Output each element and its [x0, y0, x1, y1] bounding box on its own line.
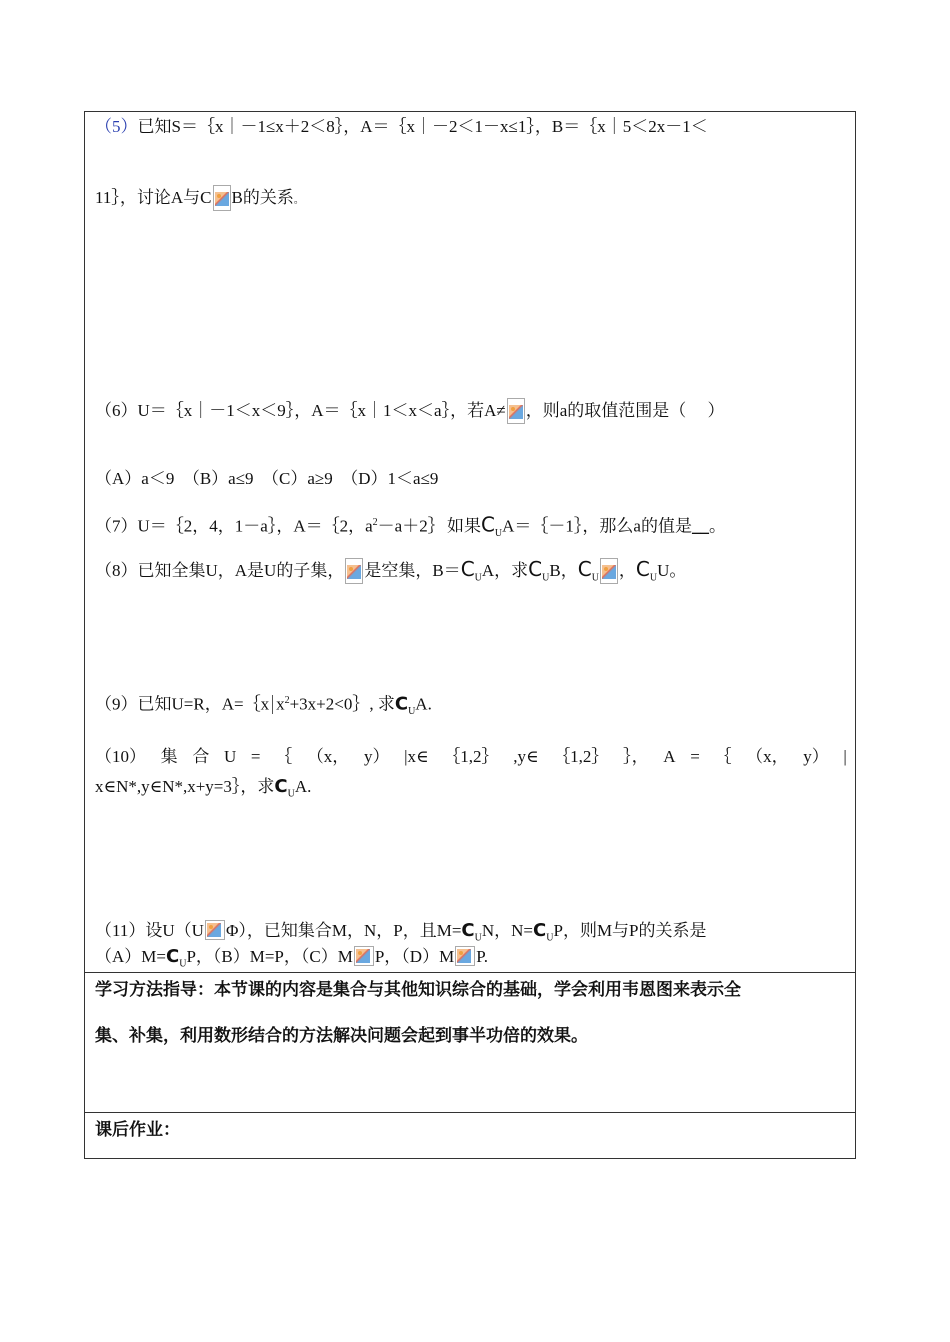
broken-image-icon	[205, 920, 225, 940]
q11-opt-a2: P，（B）M=P，（C）M	[186, 947, 353, 966]
q9-sub: U	[408, 706, 416, 718]
complement-symbol: C	[460, 557, 475, 581]
q11-line2	[95, 946, 847, 975]
q11-line1	[95, 920, 847, 949]
q10-part: |x∈	[404, 747, 429, 766]
q8-text-b: 是空集，B＝	[364, 561, 461, 580]
q8-sub: U	[474, 572, 482, 584]
q5-number: （5）	[95, 117, 138, 136]
q11-opt-d2: P.	[476, 947, 489, 966]
q11-sub: U	[546, 932, 554, 944]
q10-part: 集	[160, 747, 178, 766]
q10-part: ,y∈	[513, 747, 539, 766]
broken-image-icon	[354, 946, 374, 966]
q8-text-f: U。	[657, 561, 687, 580]
q6-options	[95, 468, 847, 490]
q9-text-a: （9）已知U=R，A=｛x	[95, 694, 270, 714]
q10-sub: U	[287, 788, 295, 800]
q5-line1	[95, 116, 847, 138]
q7-text-e: 。	[708, 516, 726, 536]
q5-text2a: 11｝，讨论A与C	[95, 188, 212, 207]
q7-sub: U	[494, 528, 503, 540]
homework-box	[84, 1113, 856, 1159]
complement-symbol: C	[533, 920, 547, 941]
q9-line	[95, 690, 847, 723]
q11-text-b: Φ），已知集合M，N，P，且M=	[225, 921, 462, 940]
q10-line1	[95, 746, 847, 768]
guide-line1: 学习方法指导：本节课的内容是集合与其他知识综合的基础，学会利用韦恩图来表示全	[95, 980, 741, 1000]
q10-part: A	[663, 747, 676, 766]
complement-symbol: C	[480, 512, 495, 537]
q9-text-b: x	[276, 694, 285, 714]
homework-label: 课后作业：	[95, 1120, 180, 1140]
q9-text-d: A.	[415, 694, 432, 714]
q7-text-b: －a＋2｝	[377, 516, 445, 536]
q11-sub: U	[474, 932, 482, 944]
broken-image-icon	[507, 398, 525, 424]
q10-part: ｛	[275, 747, 293, 766]
guide-line2: 集、补集，利用数形结合的方法解决问题会起到事半功倍的效果。	[95, 1026, 588, 1046]
complement-symbol: C	[635, 557, 650, 581]
exercise-box	[84, 111, 856, 973]
q7-line	[95, 512, 847, 545]
q6-text-a: （6）U＝｛x｜－1＜x＜9｝，A＝｛x｜1＜x＜a｝，若A≠	[95, 401, 506, 420]
q11-sub: U	[179, 958, 187, 970]
q11-text-a: （11）设U（U	[95, 921, 204, 940]
q10-part: =	[690, 747, 700, 766]
q10-part: （x，	[306, 747, 350, 766]
q8-text-a: （8）已知全集U，A是U的子集，	[95, 561, 345, 580]
complement-symbol: C	[274, 776, 288, 797]
q11-text-d: P，则M与P的关系是	[553, 921, 707, 940]
q11-opt-a: （A）M=	[95, 947, 166, 966]
q8-sub: U	[649, 572, 658, 584]
broken-image-icon	[213, 185, 231, 211]
q10-part: ｛1,2｝	[443, 747, 499, 766]
q10-part: ｛1,2｝	[553, 747, 609, 766]
q10-part: 合	[192, 747, 210, 766]
q8-text-c: A，求	[481, 561, 529, 580]
q10-part: =	[250, 747, 261, 766]
broken-image-icon	[600, 558, 618, 584]
q10-part: U	[223, 747, 237, 766]
q6-line	[95, 398, 847, 424]
q9-sup: 2	[284, 695, 290, 706]
broken-image-icon	[345, 558, 363, 584]
q7-text-d: A＝｛－1｝，那么a的值是	[502, 516, 692, 536]
q10-part: |	[843, 747, 847, 766]
complement-symbol: C	[461, 920, 475, 941]
study-method-box	[84, 973, 856, 1113]
q11-text-c: N，N=	[481, 921, 534, 940]
q7-text-c: 如果	[446, 516, 481, 536]
q10-part: （x，	[746, 747, 789, 766]
q5-text2b: B的关系	[231, 188, 294, 207]
complement-symbol: C	[577, 557, 592, 581]
worksheet	[84, 111, 856, 1159]
q8-sub: U	[542, 572, 550, 584]
q10-part: （10）	[95, 747, 146, 766]
broken-image-icon	[455, 946, 475, 966]
q7-sup: 2	[372, 517, 378, 528]
complement-symbol: C	[165, 946, 180, 967]
q10-part: y）	[363, 747, 390, 766]
q10-line2	[95, 776, 847, 805]
complement-symbol: C	[394, 693, 409, 715]
complement-symbol: C	[528, 557, 543, 581]
q8-text-d: B，	[549, 561, 578, 580]
q6-options-text: （A）a＜9 （B）a≤9 （C）a≥9 （D）1＜a≤9	[95, 469, 439, 488]
q10-text-b: A.	[294, 777, 312, 796]
q6-text-b: ，则a的取值范围是（ ）	[525, 401, 725, 420]
q5-line2	[95, 185, 847, 212]
q10-text-a: x∈N*,y∈N*,x+y=3｝，求	[95, 777, 275, 796]
q8-line	[95, 558, 847, 589]
q8-sub: U	[591, 572, 599, 584]
q11-opt-c2: P，（D）M	[374, 947, 455, 966]
q5-tail: 。	[293, 195, 304, 206]
q10-part: y）	[803, 747, 829, 766]
q7-text-a: （7）U＝｛2，4，1－a｝，A＝｛2，a	[95, 516, 373, 536]
q8-text-e: ，	[618, 561, 636, 580]
q10-part: ｛	[714, 747, 732, 766]
q10-part: ｝，	[623, 747, 649, 766]
q9-text-c: +3x+2<0｝, 求	[289, 694, 395, 714]
q5-text1: 已知S＝｛x｜－1≤x＋2＜8｝，A＝｛x｜－2＜1－x≤1｝，B＝｛x｜5＜2x－1＜	[137, 117, 708, 136]
q7-blank: __	[691, 516, 709, 536]
